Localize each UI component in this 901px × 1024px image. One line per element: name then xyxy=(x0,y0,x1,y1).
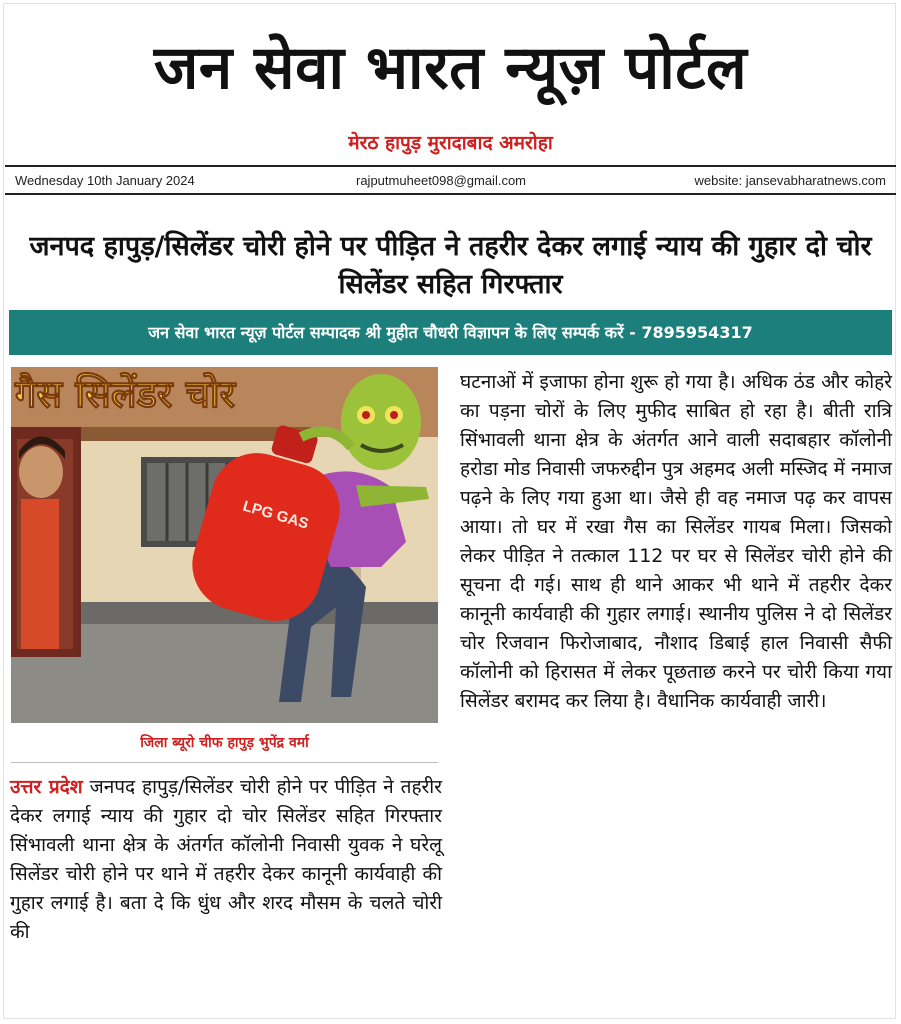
body-text-left: जनपद हापुड़/सिलेंडर चोरी होने पर पीड़ित ने तहरीर देकर लगाई न्याय की गुहार दो चोर सिलेंडर सहित गिरफ्तार सिंभावली थाना क्षेत्र के अंतर्गत कॉलोनी निवासी युवक ने घरेलू सिलेंडर चोरी होने पर थाने में तहरीर देकर कानूनी कार्यवाही की गुहार लगाई है। बता दे कि धुंध और शरद मौसम के चलते चोरी की xyxy=(10,776,442,943)
photo-caption: जिला ब्यूरो चीफ हापुड़ भुपेंद्र वर्मा xyxy=(140,735,309,751)
article-headline: जनपद हापुड़/सिलेंडर चोरी होने पर पीड़ित ने तहरीर देकर लगाई न्याय की गुहार दो चोर सिलेंडर सहित गिरफ्तार xyxy=(29,231,872,300)
info-bar xyxy=(5,165,896,195)
thief-illustration xyxy=(11,367,438,723)
ad-banner: जन सेवा भारत न्यूज़ पोर्टल सम्पादक श्री मुहीत चौधरी विज्ञापन के लिए सम्पर्क करें - 7895954317 xyxy=(9,310,892,355)
illustration-title: गैस सिलेंडर चोर xyxy=(15,372,236,416)
dateline: उत्तर प्रदेश xyxy=(10,776,83,798)
article-body-left xyxy=(10,773,442,947)
contact-email[interactable]: rajputmuheet098@gmail.com xyxy=(356,173,527,188)
article-body-right: घटनाओं में इजाफा होना शुरू हो गया है। अधिक ठंड और कोहरे का पड़ना चोरों के लिए मुफीद साबित हो रहा है। बीती रात्रि सिंभावली थाना क्षेत्र के अंतर्गत आने वाली सदाबहार कॉलोनी हरोडा मोड निवासी जफरुद्दीन पुत्र अहमद अली मस्जिद में नमाज पढ़ने के लिए गया हुआ था। जैसे ही वह नमाज पढ़ कर वापस आया। तो घर में रखा गैस का सिलेंडर गायब मिला। जिसको लेकर पीड़ित ने तत्काल 112 पर घर से सिलेंडर चोरी होने की सूचना दी गई। साथ ही थाने आकर भी थाने में तहरीर देकर कानूनी कार्यवाही की गुहार लगाई। स्थानीय पुलिस ने दो सिलेंडर चोर रिजवान फिरोजाबाद, नौशाद डिबाई हाल निवासी सैफी कॉलोनी को हिरासत में लेकर पूछताछ करने पर चोरी किया गया सिलेंडर बरामद कर लिया है। वैधानिक कार्यवाही जारी। xyxy=(460,371,892,712)
cylinder-label: LPG GAS xyxy=(240,497,311,533)
caption-divider xyxy=(11,762,438,763)
masthead-tagline: मेरठ हापुड़ मुरादाबाद अमरोहा xyxy=(348,132,553,154)
publish-date: Wednesday 10th January 2024 xyxy=(15,173,195,188)
article-photo xyxy=(11,367,438,723)
masthead-title: जन सेवा भारत न्यूज़ पोर्टल xyxy=(153,33,748,103)
website-link[interactable]: website: jansevabharatnews.com xyxy=(694,173,886,188)
